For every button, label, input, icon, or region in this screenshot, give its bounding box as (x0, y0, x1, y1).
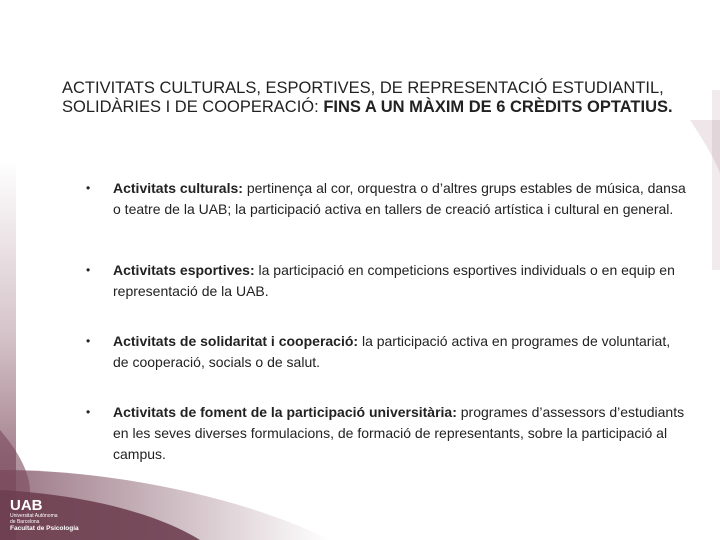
bullet-lead: Activitats esportives: (113, 262, 255, 278)
logo-university-line1: Universitat Autònoma (10, 513, 58, 519)
logo-university-line2: de Barcelona (10, 519, 40, 525)
bullet-dot: • (86, 334, 91, 348)
bullet-text: la participació en competicions esportives individuals o en equip en representació de la UAB. (113, 262, 675, 299)
bullet-dot: • (86, 181, 91, 195)
bullet-text: la participació activa en programes de voluntariat, de cooperació, socials o de salut. (113, 333, 671, 370)
bullet-dot: • (86, 263, 91, 277)
slide-title (62, 79, 692, 117)
bullet-lead: Activitats culturals: (113, 180, 243, 196)
bullet-text: pertinença al cor, orquestra o d’altres grups estables de música, dansa o teatre de la UAB; la participació activa en tallers de creació artística i cultural en general. (113, 180, 686, 217)
uab-logo (10, 498, 80, 533)
right-edge-accent (712, 90, 720, 270)
bullet-cultural (86, 178, 686, 220)
bullet-text: programes d’assessors d’estudiants en les seves diverses formulacions, de formació de representants, sobre la participació al campus. (113, 404, 685, 462)
logo-faculty: Facultat de Psicologia (10, 525, 79, 532)
bullet-solidarity (86, 331, 686, 373)
bullet-participation (86, 402, 686, 465)
bullet-list (86, 178, 686, 465)
title-regular: ACTIVITATS CULTURALS, ESPORTIVES, DE REPRESENTACIÓ ESTUDIANTIL, SOLIDÀRIES I DE COOPERACIÓ: (62, 79, 664, 116)
title-bold: FINS A UN MÀXIM DE 6 CRÈDITS OPTATIUS. (323, 98, 673, 116)
bullet-lead: Activitats de foment de la participació universitària: (113, 404, 457, 420)
bullet-lead: Activitats de solidaritat i cooperació: (113, 333, 359, 349)
logo-mark: UAB (10, 497, 43, 514)
bullet-dot: • (86, 405, 91, 419)
bullet-sports (86, 260, 686, 302)
